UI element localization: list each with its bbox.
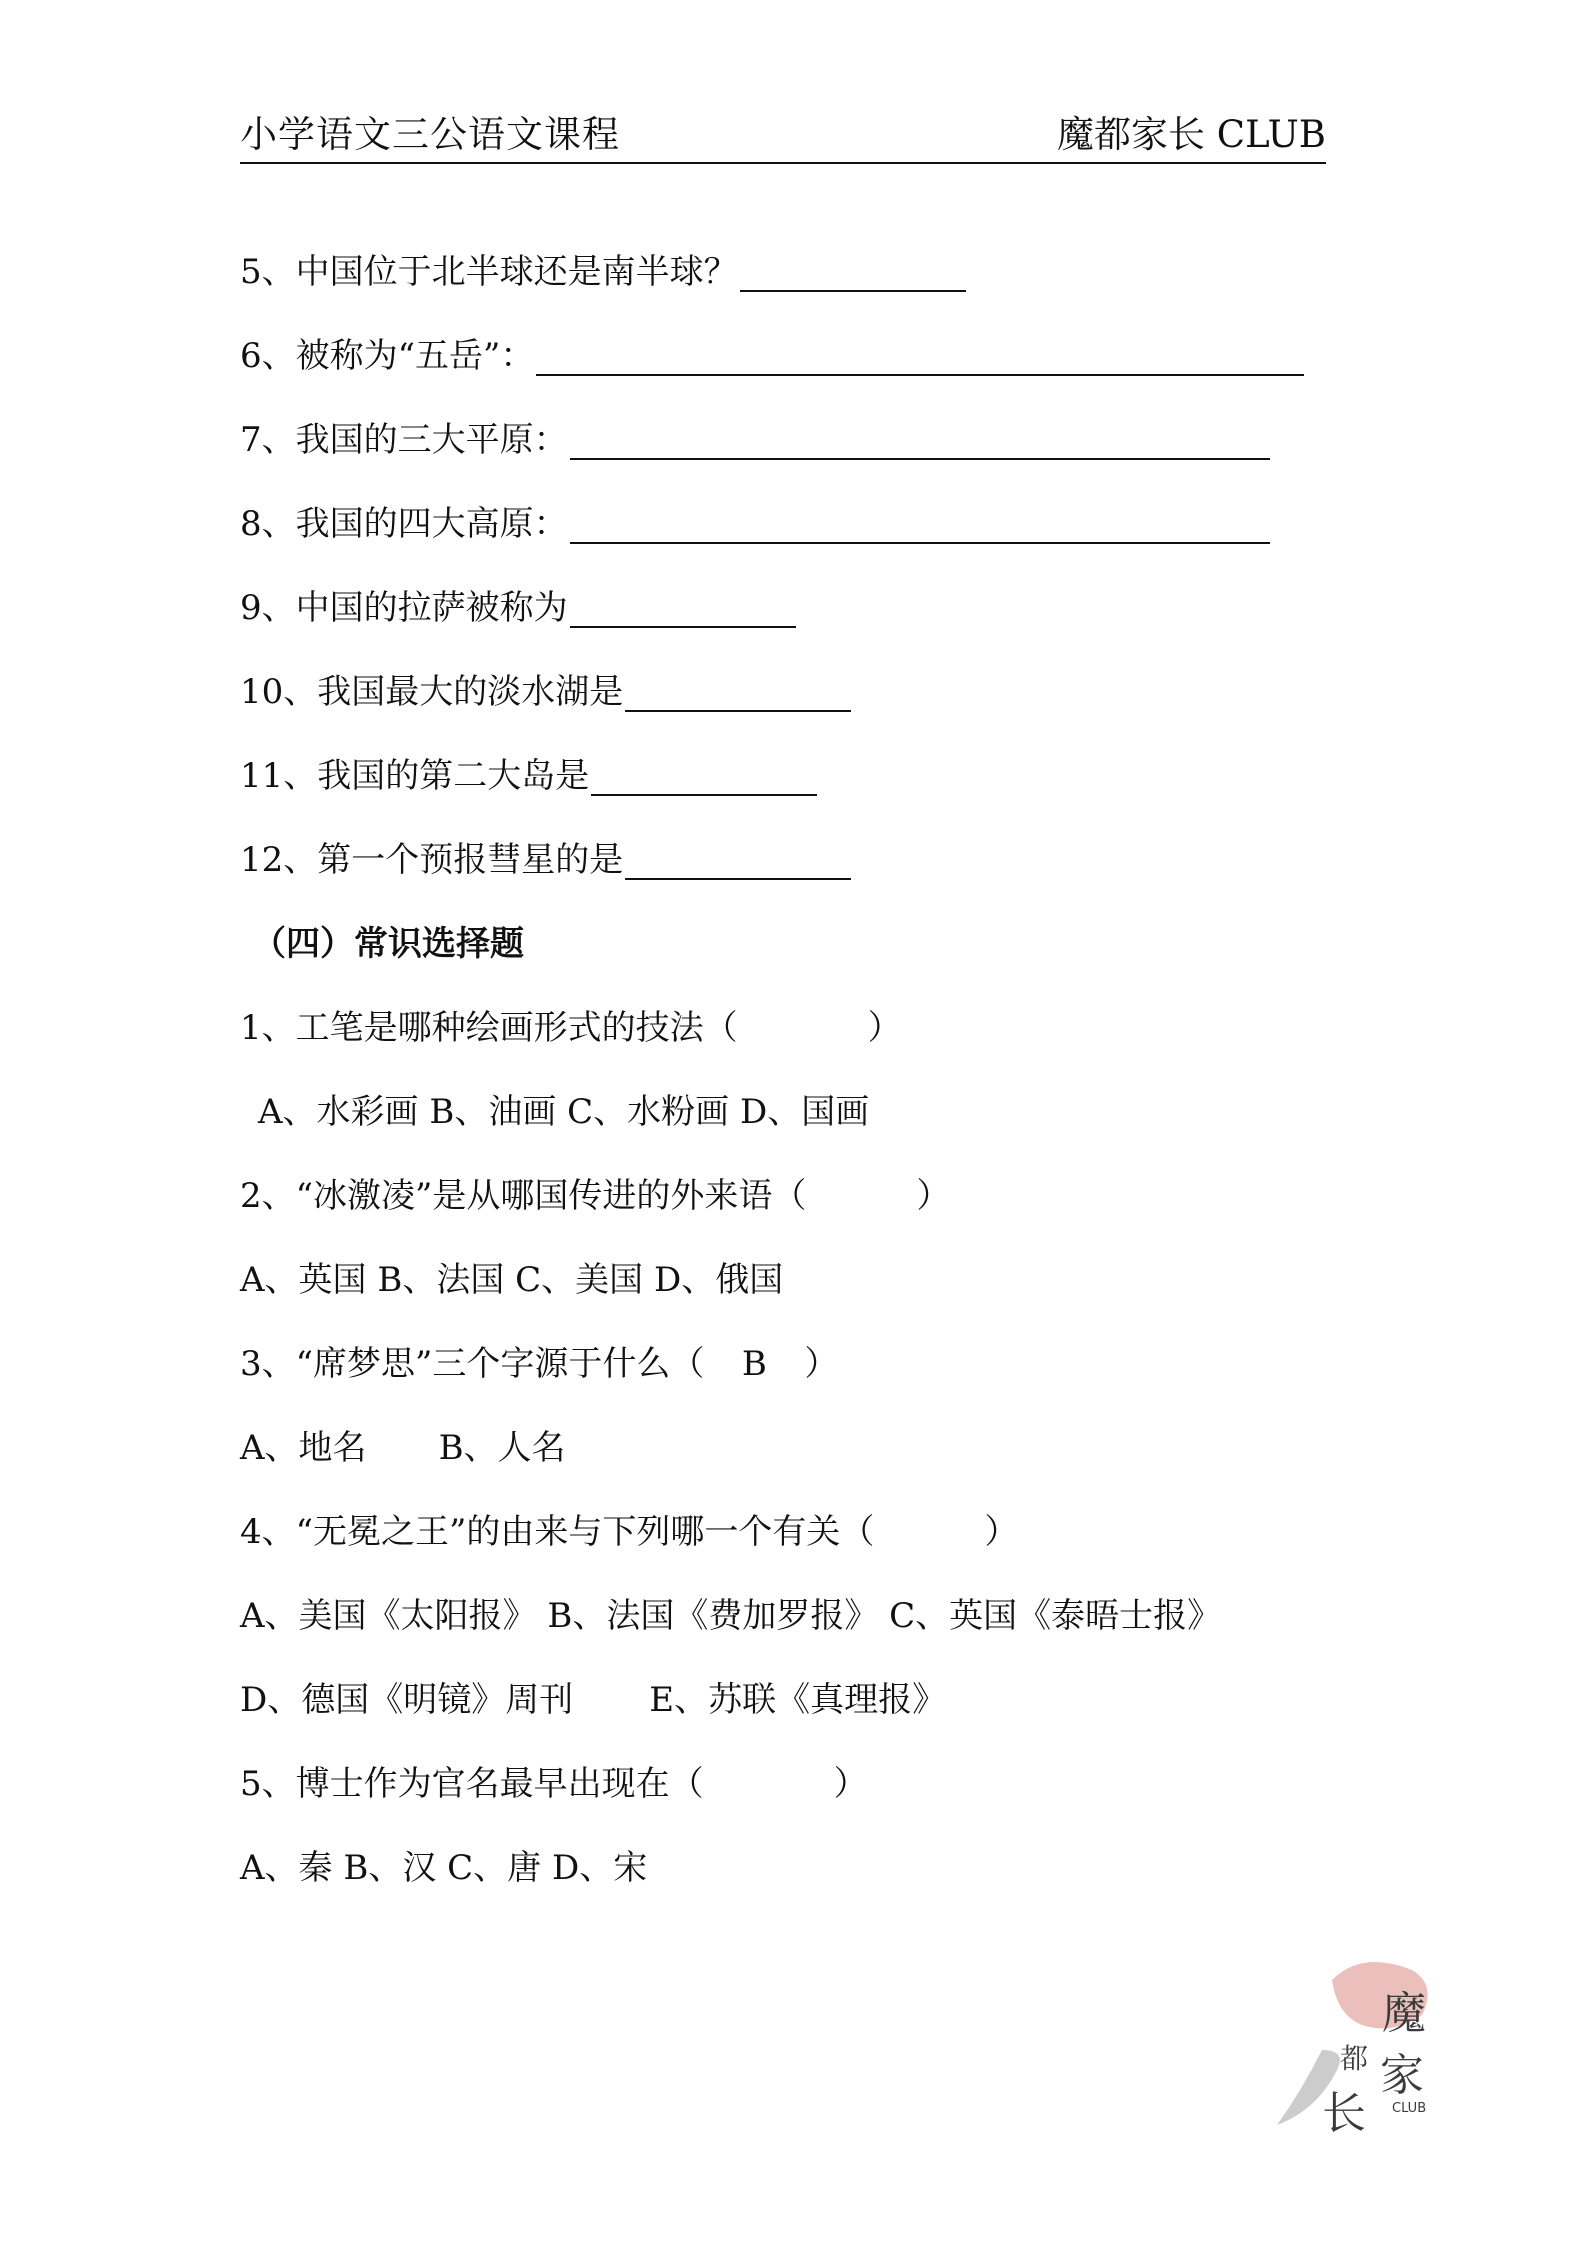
answer-value[interactable]: B <box>741 1344 767 1384</box>
question-text: 5、中国位于北半球还是南半球？ <box>240 252 738 292</box>
club-watermark-logo <box>1262 1940 1452 2150</box>
choice-options-2: A、英国 B、法国 C、美国 D、俄国 <box>240 1260 784 1300</box>
choice-question-5 <box>240 1764 868 1804</box>
choice-question-2 <box>240 1176 950 1216</box>
option-b: B、人名 <box>438 1428 566 1468</box>
answer-blank[interactable] <box>625 848 851 880</box>
answer-blank[interactable] <box>570 512 1270 544</box>
choice-question-3 <box>240 1344 838 1384</box>
question-text: 7、我国的三大平原： <box>240 420 568 460</box>
fill-question-7 <box>240 420 1270 460</box>
watermark-char-jia: 家 <box>1380 2050 1424 2101</box>
fill-question-12 <box>240 840 851 880</box>
answer-blank[interactable] <box>570 596 796 628</box>
close-paren: ） <box>916 1176 951 1216</box>
fill-question-10 <box>240 672 851 712</box>
close-paren: ） <box>984 1512 1019 1552</box>
question-text: 10、我国最大的淡水湖是 <box>240 672 624 712</box>
option-d: D、德国《明镜》周刊 <box>240 1680 574 1720</box>
question-text: 5、博士作为官名最早出现在（ <box>240 1764 704 1804</box>
choice-question-4 <box>240 1512 1018 1552</box>
fill-question-11 <box>240 756 817 796</box>
option-a: A、地名 <box>240 1428 367 1468</box>
close-paren: ） <box>804 1344 839 1384</box>
question-text: 1、工笔是哪种绘画形式的技法（ <box>240 1008 738 1048</box>
fill-question-5 <box>240 252 966 292</box>
choice-options-5: A、秦 B、汉 C、唐 D、宋 <box>240 1848 648 1888</box>
answer-blank[interactable] <box>536 344 1304 376</box>
question-text: 11、我国的第二大岛是 <box>240 756 590 796</box>
choice-options-4a: A、美国《太阳报》 B、法国《费加罗报》 C、英国《泰晤士报》 <box>240 1596 1222 1636</box>
page-header <box>240 112 1326 164</box>
answer-blank[interactable] <box>740 260 966 292</box>
choice-question-1 <box>240 1008 902 1048</box>
answer-blank[interactable] <box>625 680 851 712</box>
section-title: （四）常识选择题 <box>252 924 524 964</box>
question-text: 3、“席梦思”三个字源于什么（ <box>240 1344 705 1384</box>
watermark-char-mo: 魔 <box>1382 1988 1426 2039</box>
answer-blank[interactable] <box>591 764 817 796</box>
question-text: 12、第一个预报彗星的是 <box>240 840 624 880</box>
option-e: E、苏联《真理报》 <box>649 1680 947 1720</box>
fill-question-9 <box>240 588 796 628</box>
question-text: 4、“无冕之王”的由来与下列哪一个有关（ <box>240 1512 875 1552</box>
watermark-char-zhang: 长 <box>1322 2088 1366 2139</box>
fill-question-8 <box>240 504 1270 544</box>
question-text: 6、被称为“五岳”： <box>240 336 535 376</box>
choice-options-1: A、水彩画 B、油画 C、水粉画 D、国画 <box>258 1092 870 1132</box>
answer-blank[interactable] <box>570 428 1270 460</box>
close-paren: ） <box>867 1008 902 1048</box>
question-text: 8、我国的四大高原： <box>240 504 568 544</box>
watermark-char-du: 都 <box>1340 2042 1369 2075</box>
header-title: 小学语文三公语文课程 <box>240 113 620 156</box>
watermark-club-text: CLUB <box>1392 2101 1427 2116</box>
fill-question-6 <box>240 336 1304 376</box>
choice-options-3 <box>240 1428 566 1468</box>
choice-options-4b <box>240 1680 946 1720</box>
close-paren: ） <box>833 1764 868 1804</box>
question-text: 2、“冰激凌”是从哪国传进的外来语（ <box>240 1176 807 1216</box>
header-brand: 魔都家长 CLUB <box>1057 113 1326 156</box>
question-text: 9、中国的拉萨被称为 <box>240 588 568 628</box>
